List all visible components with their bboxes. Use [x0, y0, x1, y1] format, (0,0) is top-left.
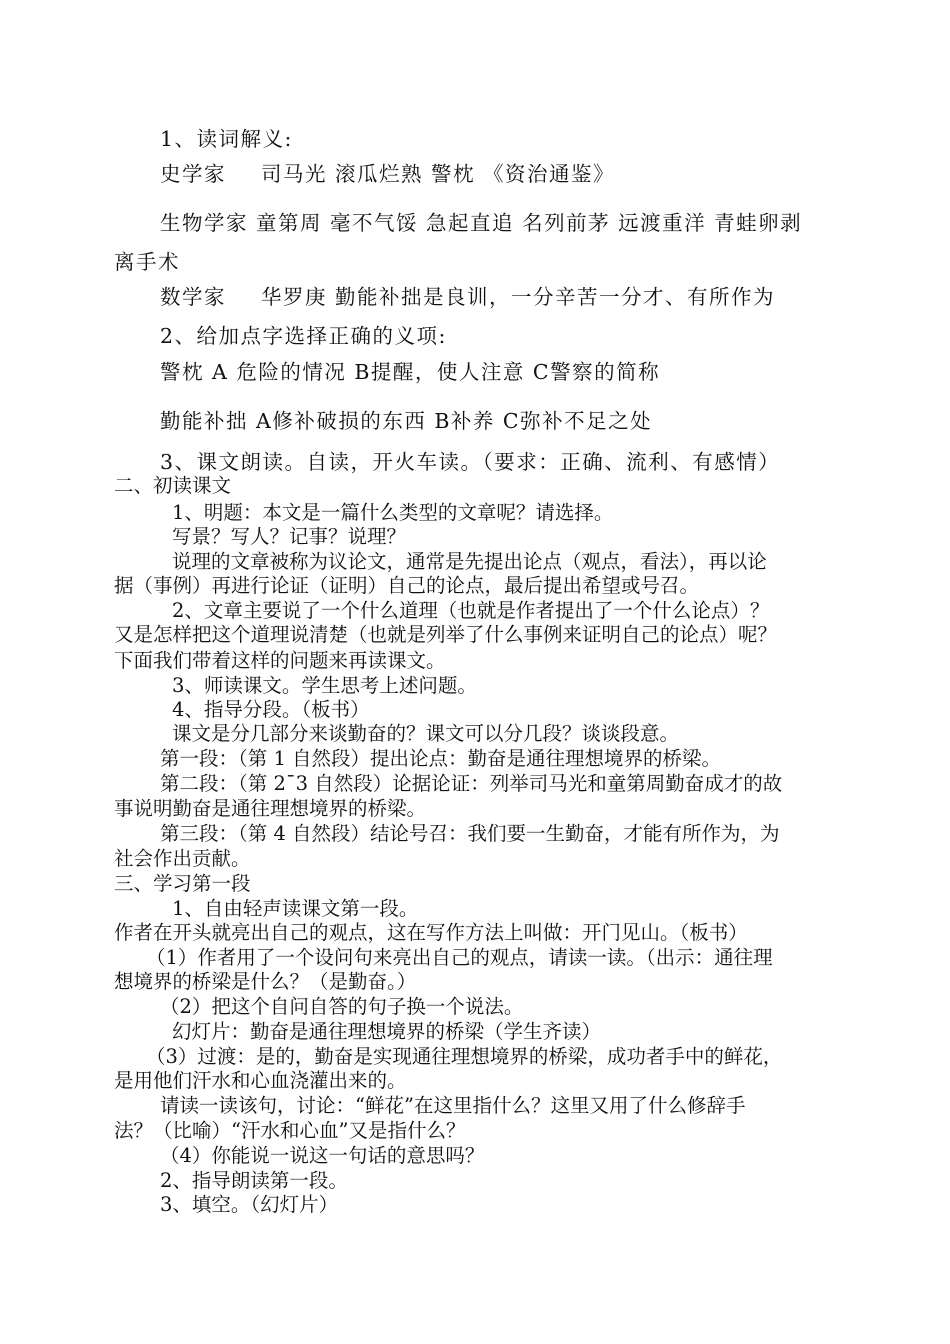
text-line: 下面我们带着这样的问题来再读课文。: [114, 649, 446, 672]
text-line: 第三段：（第 4 自然段）结论号召：我们要一生勤奋，才能有所作为，为: [160, 822, 780, 845]
text-line: 又是怎样把这个道理说清楚（也就是列举了什么事例来证明自己的论点）呢？: [114, 623, 778, 646]
text-line: 1、明题：本文是一篇什么类型的文章呢？请选择。: [172, 501, 614, 524]
text-line: 3、课文朗读。自读，开火车读。（要求：正确、流利、有感情）: [160, 450, 781, 474]
text-line: 2、指导朗读第一段。: [160, 1169, 348, 1192]
section-heading: 二、初读课文: [114, 474, 232, 497]
text-line: 1、读词解义:: [160, 127, 293, 151]
text-line: 司马光 滚瓜烂熟 警枕 《资治通鉴》: [261, 162, 616, 186]
text-line: 史学家: [160, 162, 226, 186]
text-line: 课文是分几部分来谈勤奋的？课文可以分几段？谈谈段意。: [172, 722, 680, 745]
text-line: （2）把这个自问自答的句子换一个说法。: [160, 995, 524, 1018]
text-line: 作者在开头就亮出自己的观点，这在写作方法上叫做：开门见山。（板书）: [114, 921, 748, 944]
text-line: 写景？写人？记事？说理？: [172, 525, 407, 548]
text-line: 请读一读该句，讨论：“鲜花”在这里指什么？这里又用了什么修辞手: [160, 1094, 746, 1117]
text-line: 想境界的桥梁是什么？（是勤奋。）: [114, 970, 417, 993]
text-line: 生物学家 童第周 毫不气馁 急起直追 名列前茅 远渡重洋 青蛙卵剥: [160, 211, 803, 235]
text-line: 数学家: [160, 285, 226, 309]
text-line: 幻灯片：勤奋是通往理想境界的桥梁（学生齐读）: [172, 1020, 602, 1043]
text-line: 第二段：（第 2¯3 自然段）论据论证：列举司马光和童第周勤奋成才的故: [160, 772, 783, 795]
text-line: 警枕 A 危险的情况 B提醒，使人注意 C警察的简称: [160, 360, 661, 384]
text-line: 2、给加点字选择正确的义项:: [160, 324, 447, 348]
text-line: 是用他们汗水和心血浇灌出来的。: [114, 1069, 407, 1092]
text-line: 据（事例）再进行论证（证明）自己的论点，最后提出希望或号召。: [114, 574, 700, 597]
text-line: 社会作出贡献。: [114, 847, 251, 870]
text-line: （3）过渡：是的，勤奋是实现通往理想境界的桥梁，成功者手中的鲜花，: [146, 1045, 783, 1068]
text-line: 3、师读课文。学生思考上述问题。: [172, 674, 477, 697]
text-line: 法？（比喻）“汗水和心血”又是指什么？: [114, 1119, 466, 1142]
text-line: 勤能补拙 A修补破损的东西 B补养 C弥补不足之处: [160, 409, 653, 433]
text-line: 华罗庚 勤能补拙是良训，一分辛苦一分才、有所作为: [261, 285, 776, 309]
text-line: 说理的文章被称为议论文，通常是先提出论点（观点，看法），再以论: [172, 550, 767, 573]
section-heading: 三、学习第一段: [114, 872, 251, 895]
text-line: 4、指导分段。（板书）: [172, 698, 370, 721]
text-line: 事说明勤奋是通往理想境界的桥梁。: [114, 797, 427, 820]
text-line: 离手术: [114, 250, 180, 274]
text-line: （1）作者用了一个设问句来亮出自己的观点，请读一读。（出示：通往理: [146, 946, 773, 969]
text-line: 3、填空。（幻灯片）: [160, 1193, 339, 1216]
text-line: 2、文章主要说了一个什么道理（也就是作者提出了一个什么论点）？: [172, 599, 770, 622]
text-line: 第一段：（第 1 自然段）提出论点：勤奋是通往理想境界的桥梁。: [160, 747, 722, 770]
text-line: （4）你能说一说这一句话的意思吗？: [160, 1144, 485, 1167]
text-line: 1、自由轻声读课文第一段。: [172, 897, 419, 920]
